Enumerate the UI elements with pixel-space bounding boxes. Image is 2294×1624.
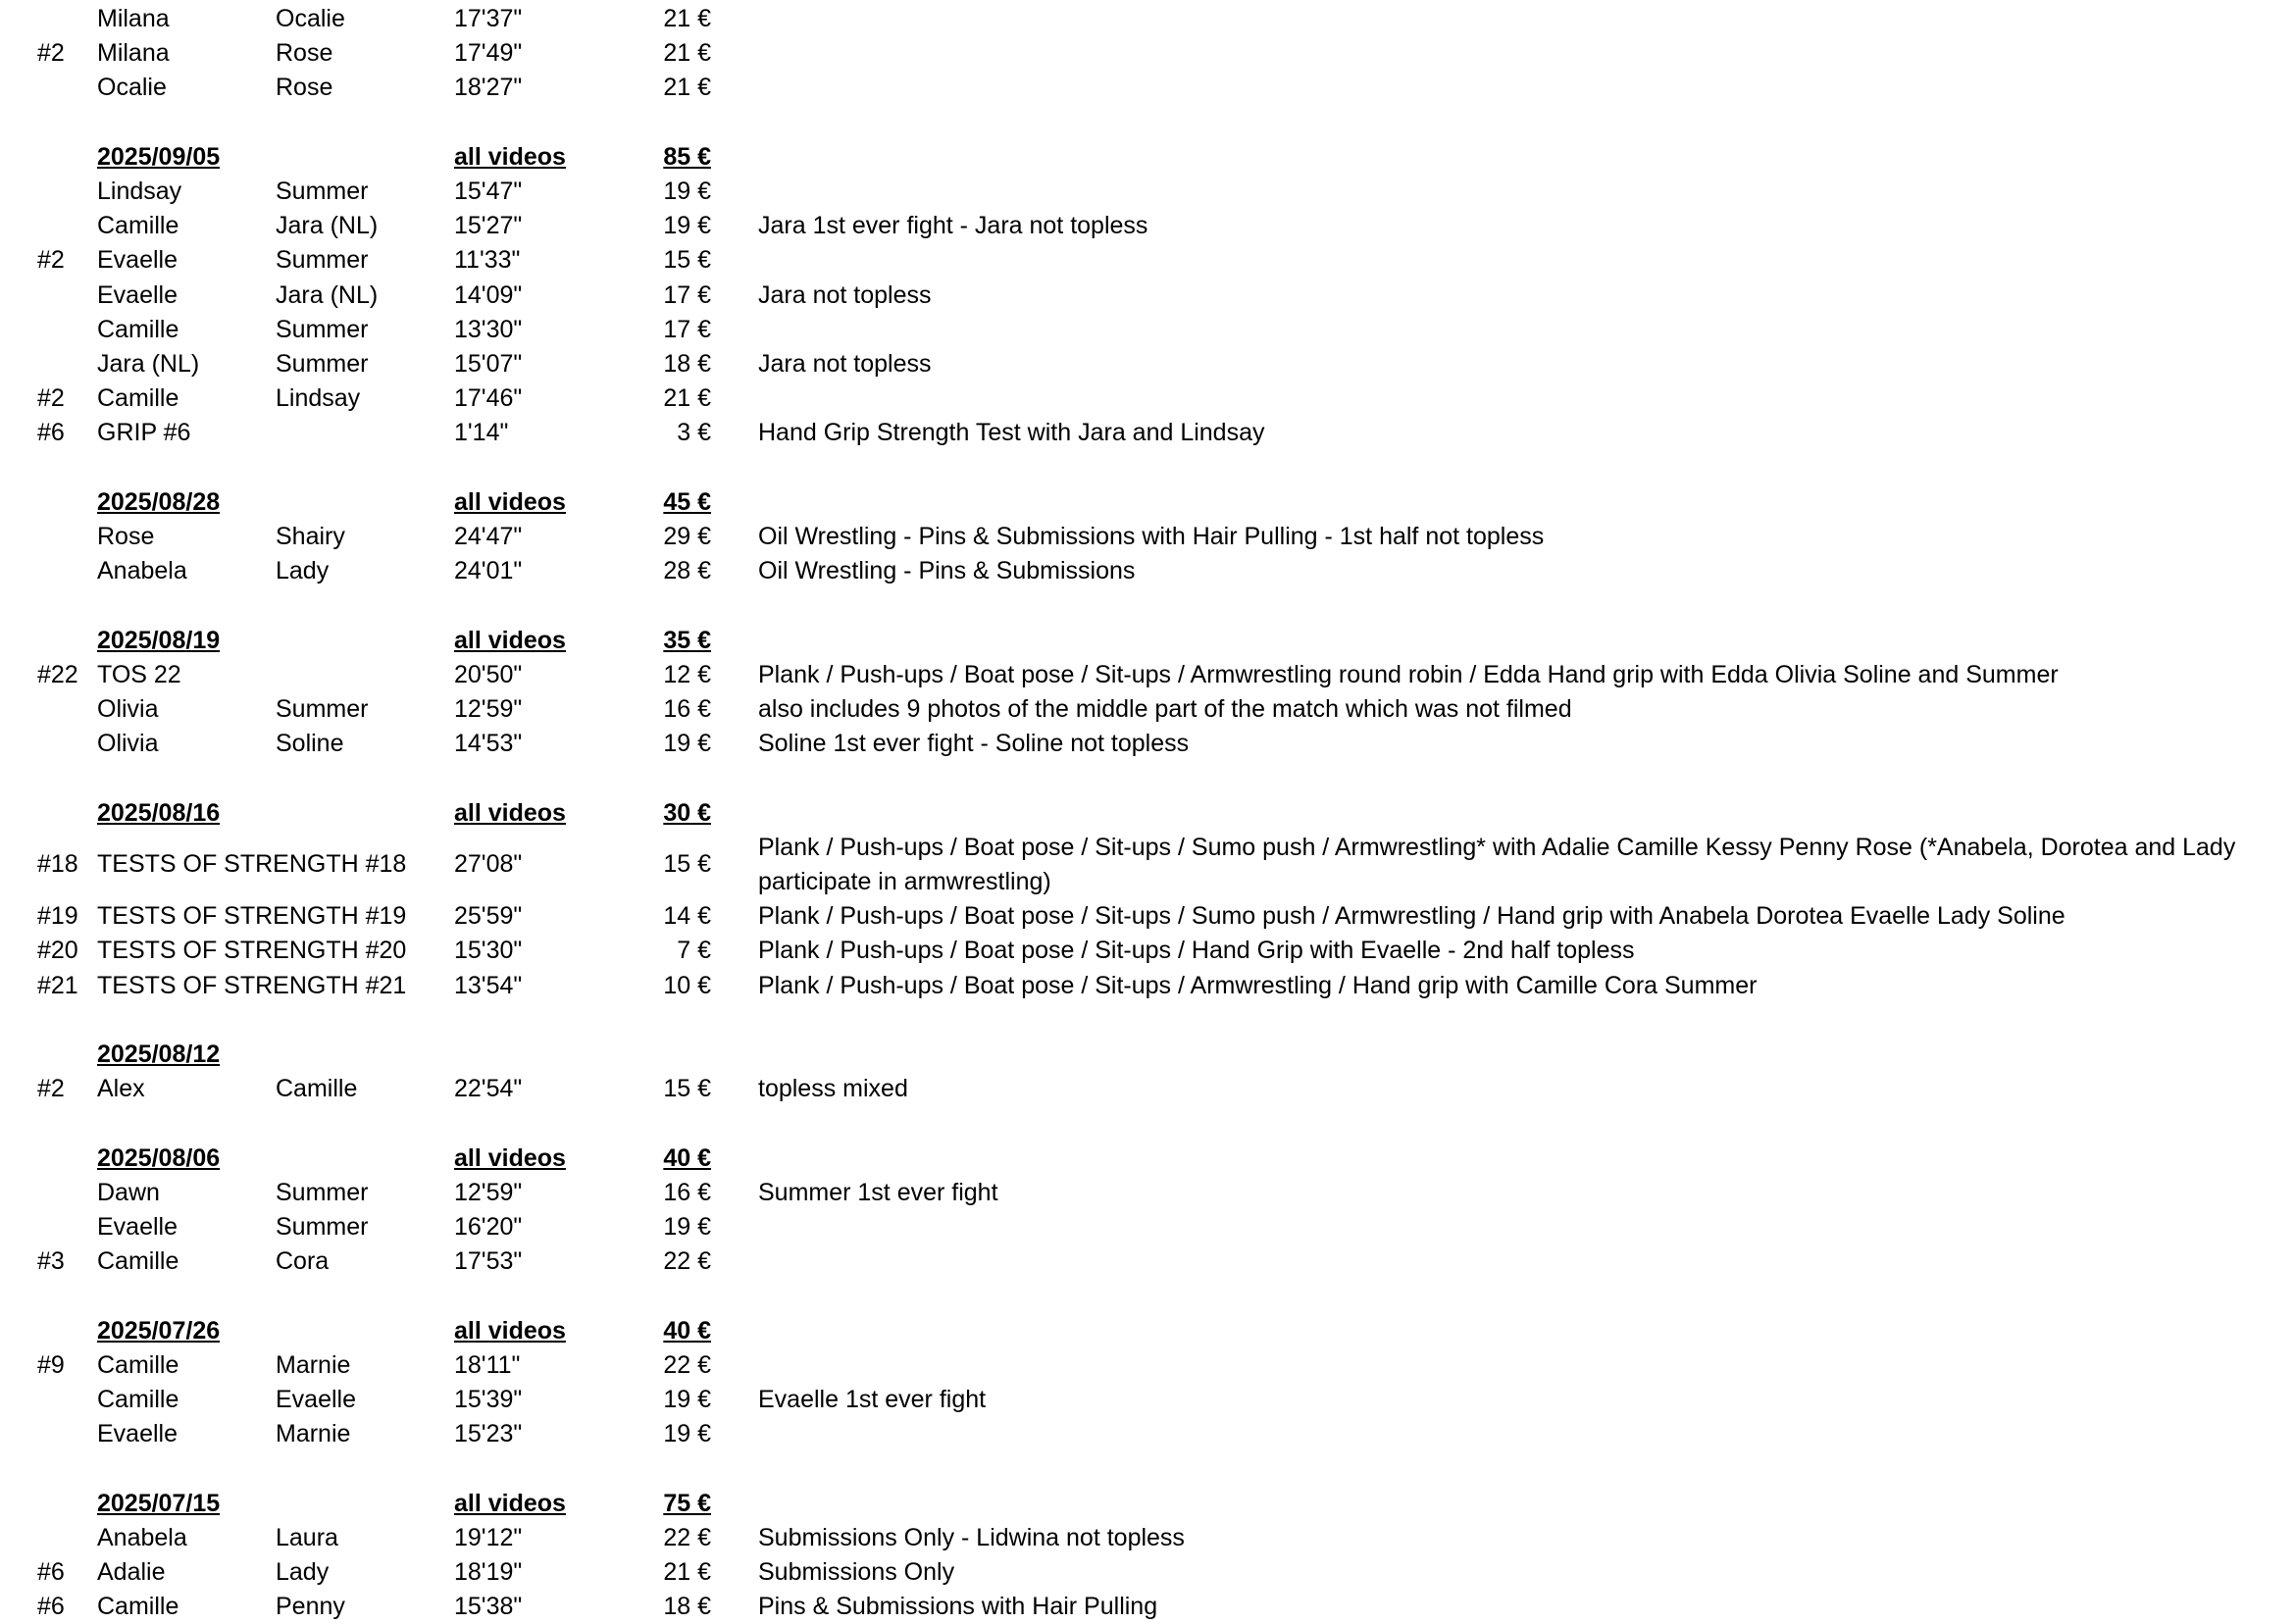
fighter-2: Summer — [276, 695, 369, 723]
section-header — [0, 485, 2294, 520]
fighter-1: Olivia — [97, 730, 159, 758]
section-date: 2025/08/12 — [97, 1040, 221, 1068]
duration: 18'27" — [454, 74, 523, 102]
price: 19 € — [663, 1213, 711, 1241]
section-total-price: 40 € — [663, 1316, 711, 1345]
video-row — [0, 658, 2294, 692]
fighter-1: Milana — [97, 5, 170, 32]
video-row — [0, 71, 2294, 105]
fighter-2: Summer — [276, 315, 369, 343]
price: 19 € — [663, 212, 711, 240]
duration: 27'08" — [454, 850, 523, 879]
price: 22 € — [663, 1523, 711, 1551]
note: Jara not topless — [758, 350, 932, 378]
video-row — [0, 692, 2294, 727]
price: 16 € — [663, 695, 711, 723]
duration: 15'38" — [454, 1593, 523, 1621]
price: 19 € — [663, 1386, 711, 1413]
fighter-1: Jara (NL) — [97, 350, 200, 378]
episode-number — [37, 727, 76, 761]
fighter-1: Adalie — [97, 1558, 166, 1586]
duration: 15'23" — [454, 1420, 523, 1448]
episode-number — [37, 347, 76, 381]
duration: 17'46" — [454, 384, 523, 413]
episode-number — [37, 209, 76, 243]
note — [758, 2, 2239, 36]
fighter-1: Camille — [97, 212, 179, 240]
episode-number: #6 — [37, 419, 65, 447]
all-videos-label: all videos — [454, 1143, 566, 1172]
fighter-1: Ocalie — [97, 74, 167, 102]
price: 18 € — [663, 1593, 711, 1621]
note — [758, 1348, 2239, 1383]
duration: 13'30" — [454, 315, 523, 343]
fighter-1: TESTS OF STRENGTH #20 — [97, 937, 407, 965]
section-date: 2025/07/15 — [97, 1489, 221, 1517]
price: 28 € — [663, 557, 711, 585]
price: 19 € — [663, 178, 711, 205]
price: 22 € — [663, 1350, 711, 1379]
episode-number: #2 — [37, 246, 65, 275]
duration: 14'53" — [454, 730, 523, 758]
video-row — [0, 36, 2294, 71]
episode-number: #2 — [37, 1075, 65, 1103]
fighter-2: Jara (NL) — [276, 212, 379, 240]
note — [758, 71, 2239, 105]
price: 22 € — [663, 1247, 711, 1276]
fighter-2: Summer — [276, 1213, 369, 1241]
note: Soline 1st ever fight - Soline not topless — [758, 730, 1190, 758]
fighter-2: Summer — [276, 178, 369, 205]
section-total-price: 30 € — [663, 798, 711, 827]
duration: 24'47" — [454, 523, 523, 550]
video-row — [0, 209, 2294, 243]
episode-number — [37, 1383, 76, 1417]
note: Plank / Push-ups / Boat pose / Sit-ups / Armwrestling / Hand grip with Camille Cora Summer — [758, 971, 1758, 999]
video-row — [0, 279, 2294, 313]
episode-number: #2 — [37, 39, 65, 68]
fighter-2: Rose — [276, 74, 333, 102]
price: 21 € — [663, 5, 711, 32]
fighter-1: Anabela — [97, 1523, 187, 1551]
duration: 19'12" — [454, 1523, 523, 1551]
episode-number: #22 — [37, 660, 78, 688]
section-header — [0, 1314, 2294, 1348]
fighter-1: TOS 22 — [97, 660, 181, 688]
fighter-2: Evaelle — [276, 1386, 356, 1413]
video-row — [0, 243, 2294, 278]
fighter-2: Lady — [276, 557, 330, 585]
video-row — [0, 1521, 2294, 1555]
price: 18 € — [663, 350, 711, 378]
episode-number — [37, 692, 76, 727]
episode-number: #2 — [37, 384, 65, 413]
duration: 15'27" — [454, 212, 523, 240]
video-row — [0, 347, 2294, 381]
fighter-1: Anabela — [97, 557, 187, 585]
fighter-1: Camille — [97, 315, 179, 343]
section-total-price: 45 € — [663, 487, 711, 516]
fighter-1: TESTS OF STRENGTH #21 — [97, 971, 407, 999]
fighter-1: Evaelle — [97, 1213, 178, 1241]
fighter-2 — [276, 416, 447, 450]
video-row — [0, 520, 2294, 554]
note — [758, 175, 2239, 209]
duration: 11'33" — [454, 246, 521, 275]
note: Evaelle 1st ever fight — [758, 1386, 987, 1413]
fighter-2: Camille — [276, 1075, 358, 1103]
fighter-1: Evaelle — [97, 246, 178, 275]
fighter-1: Alex — [97, 1075, 145, 1103]
video-row — [0, 2, 2294, 36]
note — [758, 36, 2239, 71]
section-date: 2025/09/05 — [97, 142, 221, 171]
episode-number: #19 — [37, 902, 78, 931]
note: Plank / Push-ups / Boat pose / Sit-ups / Sumo push / Armwrestling* with Adalie Camille Kessy Penny Rose (*Anabela, Dorotea and Lady participate in armwrestling) — [758, 833, 2236, 895]
all-videos-label: all videos — [454, 626, 566, 654]
section-header — [0, 624, 2294, 658]
note: Submissions Only — [758, 1558, 955, 1586]
video-row — [0, 1383, 2294, 1417]
section-header — [0, 796, 2294, 831]
fighter-1: GRIP #6 — [97, 419, 191, 447]
note: Oil Wrestling - Pins & Submissions with Hair Pulling - 1st half not topless — [758, 523, 1545, 550]
section-date: 2025/08/16 — [97, 798, 221, 827]
fighter-2: Jara (NL) — [276, 280, 379, 309]
fighter-2: Ocalie — [276, 5, 345, 32]
price: 10 € — [663, 971, 711, 999]
price: 7 € — [677, 937, 711, 965]
fighter-1: Olivia — [97, 695, 159, 723]
video-row — [0, 1244, 2294, 1279]
fighter-1: Camille — [97, 1593, 179, 1621]
section-header — [0, 140, 2294, 175]
fighter-2 — [276, 934, 447, 968]
fighter-1: Milana — [97, 39, 170, 68]
price: 21 € — [663, 74, 711, 102]
section-header — [0, 1038, 2294, 1072]
all-videos-label: all videos — [454, 1316, 566, 1345]
episode-number — [37, 520, 76, 554]
video-row — [0, 969, 2294, 1003]
fighter-1: Evaelle — [97, 1420, 178, 1448]
note — [758, 313, 2239, 347]
video-row — [0, 1072, 2294, 1106]
note: Hand Grip Strength Test with Jara and Lindsay — [758, 419, 1265, 447]
note — [758, 1244, 2239, 1279]
duration: 1'14" — [454, 419, 509, 447]
video-row — [0, 313, 2294, 347]
fighter-2: Lady — [276, 1558, 330, 1586]
section-total-price: 35 € — [663, 626, 711, 654]
video-row — [0, 899, 2294, 934]
video-row — [0, 416, 2294, 450]
fighter-2: Soline — [276, 730, 344, 758]
fighter-2: Laura — [276, 1523, 338, 1551]
episode-number — [37, 313, 76, 347]
fighter-2: Summer — [276, 350, 369, 378]
section-total-price: 40 € — [663, 1143, 711, 1172]
video-row — [0, 381, 2294, 416]
fighter-2: Lindsay — [276, 384, 361, 413]
section-date: 2025/08/19 — [97, 626, 221, 654]
duration: 18'11" — [454, 1350, 521, 1379]
fighter-2: Shairy — [276, 523, 345, 550]
fighter-1: Camille — [97, 384, 179, 413]
episode-number — [37, 1521, 76, 1555]
fighter-2: Cora — [276, 1247, 330, 1276]
duration: 22'54" — [454, 1075, 523, 1103]
note: Pins & Submissions with Hair Pulling — [758, 1593, 1158, 1621]
duration: 12'59" — [454, 1178, 523, 1206]
section-date: 2025/08/28 — [97, 487, 221, 516]
episode-number — [37, 1417, 76, 1451]
video-row — [0, 831, 2294, 899]
episode-number: #9 — [37, 1350, 65, 1379]
section-date: 2025/07/26 — [97, 1316, 221, 1345]
fighter-2: Rose — [276, 39, 333, 68]
duration: 16'20" — [454, 1213, 523, 1241]
price: 19 € — [663, 730, 711, 758]
price: 3 € — [677, 419, 711, 447]
video-row — [0, 727, 2294, 761]
section-total-price: 75 € — [663, 1489, 711, 1517]
note: Plank / Push-ups / Boat pose / Sit-ups / Armwrestling round robin / Edda Hand grip with Edda Olivia Soline and Summer — [758, 660, 2059, 688]
duration: 18'19" — [454, 1558, 523, 1586]
fighter-1: Camille — [97, 1350, 179, 1379]
episode-number: #6 — [37, 1593, 65, 1621]
price: 12 € — [663, 660, 711, 688]
price: 16 € — [663, 1178, 711, 1206]
price: 17 € — [663, 315, 711, 343]
note: Jara 1st ever fight - Jara not topless — [758, 212, 1148, 240]
video-row — [0, 1417, 2294, 1451]
price: 21 € — [663, 39, 711, 68]
price: 21 € — [663, 1558, 711, 1586]
episode-number — [37, 71, 76, 105]
episode-number: #21 — [37, 971, 78, 999]
video-row — [0, 554, 2294, 588]
video-row — [0, 934, 2294, 968]
fighter-2 — [276, 899, 447, 934]
price: 15 € — [663, 246, 711, 275]
section-header — [0, 1142, 2294, 1176]
duration: 14'09" — [454, 280, 523, 309]
fighter-1: Dawn — [97, 1178, 160, 1206]
section-date: 2025/08/06 — [97, 1143, 221, 1172]
note: Submissions Only - Lidwina not topless — [758, 1523, 1185, 1551]
all-videos-label: all videos — [454, 142, 566, 171]
all-videos-label: all videos — [454, 1489, 566, 1517]
episode-number — [37, 554, 76, 588]
duration: 15'39" — [454, 1386, 523, 1413]
fighter-1: TESTS OF STRENGTH #19 — [97, 902, 407, 931]
note — [758, 1210, 2239, 1244]
episode-number — [37, 279, 76, 313]
note: Plank / Push-ups / Boat pose / Sit-ups / Sumo push / Armwrestling / Hand grip with Anabela Dorotea Evaelle Lady Soline — [758, 902, 2065, 931]
duration: 17'49" — [454, 39, 523, 68]
price: 19 € — [663, 1420, 711, 1448]
price: 15 € — [663, 850, 711, 879]
episode-number: #6 — [37, 1558, 65, 1586]
section-header — [0, 1487, 2294, 1521]
fighter-2: Marnie — [276, 1420, 351, 1448]
fighter-2 — [276, 969, 447, 1003]
video-row — [0, 175, 2294, 209]
video-row — [0, 1590, 2294, 1624]
fighter-1: Lindsay — [97, 178, 182, 205]
note — [758, 1417, 2239, 1451]
section-total-price: 85 € — [663, 142, 711, 171]
note: topless mixed — [758, 1075, 908, 1103]
duration: 24'01" — [454, 557, 523, 585]
duration: 17'37" — [454, 5, 523, 32]
duration: 15'47" — [454, 178, 523, 205]
duration: 17'53" — [454, 1247, 523, 1276]
video-row — [0, 1176, 2294, 1210]
fighter-2 — [276, 847, 447, 882]
video-row — [0, 1555, 2294, 1590]
note — [758, 243, 2239, 278]
fighter-1: Evaelle — [97, 280, 178, 309]
price: 17 € — [663, 280, 711, 309]
episode-number: #3 — [37, 1247, 65, 1276]
price: 29 € — [663, 523, 711, 550]
duration: 13'54" — [454, 971, 523, 999]
all-videos-label: all videos — [454, 487, 566, 516]
note: Summer 1st ever fight — [758, 1178, 998, 1206]
duration: 15'07" — [454, 350, 523, 378]
fighter-1: Camille — [97, 1247, 179, 1276]
episode-number — [37, 1210, 76, 1244]
note: also includes 9 photos of the middle part of the match which was not filmed — [758, 695, 1572, 723]
episode-number: #18 — [37, 850, 78, 879]
price: 15 € — [663, 1075, 711, 1103]
fighter-2: Penny — [276, 1593, 345, 1621]
episode-number — [37, 2, 76, 36]
note: Plank / Push-ups / Boat pose / Sit-ups / Hand Grip with Evaelle - 2nd half topless — [758, 937, 1635, 965]
episode-number: #20 — [37, 937, 78, 965]
fighter-2 — [276, 658, 447, 692]
duration: 20'50" — [454, 660, 523, 688]
note: Jara not topless — [758, 280, 932, 309]
all-videos-label: all videos — [454, 798, 566, 827]
fighter-1: Rose — [97, 523, 155, 550]
video-row — [0, 1348, 2294, 1383]
duration: 15'30" — [454, 937, 523, 965]
note — [758, 381, 2239, 416]
duration: 12'59" — [454, 695, 523, 723]
fighter-1: TESTS OF STRENGTH #18 — [97, 850, 407, 879]
price: 21 € — [663, 384, 711, 413]
fighter-2: Summer — [276, 246, 369, 275]
price: 14 € — [663, 902, 711, 931]
note: Oil Wrestling - Pins & Submissions — [758, 557, 1136, 585]
episode-number — [37, 175, 76, 209]
fighter-2: Summer — [276, 1178, 369, 1206]
fighter-2: Marnie — [276, 1350, 351, 1379]
episode-number — [37, 1176, 76, 1210]
video-row — [0, 1210, 2294, 1244]
fighter-1: Camille — [97, 1386, 179, 1413]
duration: 25'59" — [454, 902, 523, 931]
